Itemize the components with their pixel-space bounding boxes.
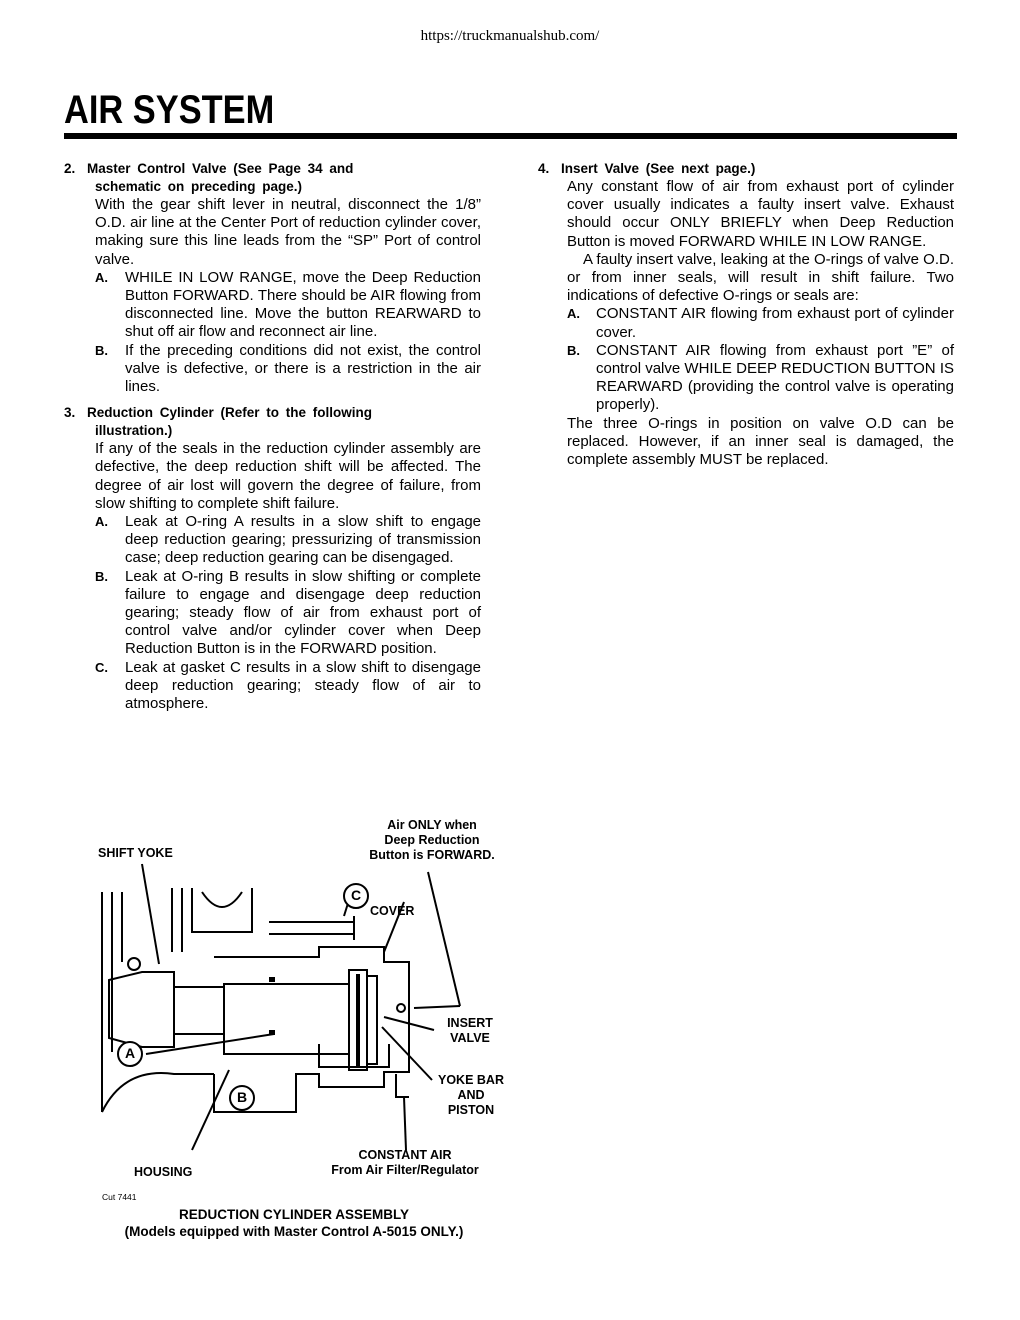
callout-b: B bbox=[236, 1089, 248, 1105]
insert-valve-label: INSERT VALVE bbox=[447, 1016, 493, 1045]
section-4-heading: 4. Insert Valve (See next page.) bbox=[538, 161, 756, 176]
section-2-body: With the gear shift lever in neutral, disconnect the 1/8” O.D. air line at the Center Port of reduction cylinder cover, making sure this line leads from the “SP” Port of control valve. bbox=[95, 196, 481, 268]
section-3-item-c bbox=[64, 659, 481, 714]
section-3-item-a bbox=[64, 513, 481, 568]
cover-label: COVER bbox=[370, 904, 415, 918]
section-3-body: If any of the seals in the reduction cylinder assembly are defective, the deep reduction shift will be affected. The degree of air lost will govern the degree of failure, from slow shifting to complete shift failure. bbox=[95, 440, 481, 512]
callout-a: A bbox=[124, 1045, 136, 1061]
callout-c: C bbox=[350, 887, 362, 903]
item-text: CONSTANT AIR flowing from exhaust port of cylinder cover. bbox=[596, 305, 954, 341]
item-label: B. bbox=[95, 568, 108, 584]
item-text: Leak at O-ring A results in a slow shift to engage deep reduction gearing; pressurizing of transmission case; deep reduction gearing can be disengaged. bbox=[125, 513, 481, 567]
item-text: Leak at gasket C results in a slow shift to disengage deep reduction gearing; steady flow of air to atmosphere. bbox=[125, 658, 481, 713]
section-3-heading: 3. Reduction Cylinder (Refer to the following bbox=[64, 405, 372, 421]
item-label: A. bbox=[567, 306, 580, 322]
cut-number: Cut 7441 bbox=[102, 1192, 137, 1202]
constant-air-label: CONSTANT AIR From Air Filter/Regulator bbox=[331, 1148, 479, 1177]
yoke-bar-piston-label: YOKE BAR AND PISTON bbox=[438, 1073, 504, 1117]
title-rule bbox=[64, 133, 957, 139]
section-4-body-3: The three O-rings in position on valve O.D can be replaced. However, if an inner seal is damaged, the complete assembly MUST be replaced. bbox=[567, 414, 954, 469]
item-label: B. bbox=[95, 342, 108, 358]
item-text: Leak at O-ring B results in slow shifting or complete failure to engage and disengage deep reduction gearing; steady flow of air from exhaust port of control valve and/or cylinder cover when Deep Reduction Button is in the FORWARD position. bbox=[125, 567, 481, 658]
item-text: WHILE IN LOW RANGE, move the Deep Reduction Button FORWARD. There should be AIR flowing from disconnected line. Move the button REARWARD to shut off air flow and reconnect air line. bbox=[125, 268, 481, 341]
shift-yoke-label: SHIFT YOKE bbox=[98, 846, 173, 860]
section-2-item-a bbox=[64, 269, 481, 342]
section-3-item-b bbox=[64, 568, 481, 659]
housing-label: HOUSING bbox=[134, 1165, 193, 1179]
section-number: 2. bbox=[64, 161, 76, 176]
air-only-label: Air ONLY when Deep Reduction Button is FORWARD. bbox=[369, 818, 495, 862]
item-text: CONSTANT AIR flowing from exhaust port ”E” of control valve WHILE DEEP REDUCTION BUTTON IS REARWARD (providing the control valve is operating properly). bbox=[596, 341, 954, 414]
right-column bbox=[538, 160, 954, 469]
section-2-heading-cont: schematic on preceding page.) bbox=[95, 179, 303, 194]
section-2-item-b bbox=[64, 342, 481, 397]
section-3-heading-cont: illustration.) bbox=[95, 423, 173, 439]
section-number: 4. bbox=[538, 161, 550, 176]
section-2-heading: 2. Master Control Valve (See Page 34 and bbox=[64, 161, 354, 176]
item-label: B. bbox=[567, 342, 580, 358]
reduction-cylinder-drawing bbox=[64, 812, 524, 1202]
section-4-item-a bbox=[538, 305, 954, 341]
left-column bbox=[64, 160, 481, 713]
item-label: C. bbox=[95, 659, 108, 675]
section-number: 3. bbox=[64, 405, 76, 421]
item-label: A. bbox=[95, 514, 108, 530]
section-4-body-1: Any constant flow of air from exhaust port of cylinder cover usually indicates a faulty insert valve. Exhaust should occur ONLY BRIEFLY when Deep Reduction Button is moved FORWARD WHILE IN LOW RANGE. bbox=[567, 178, 954, 250]
figure-caption: REDUCTION CYLINDER ASSEMBLY (Models equipped with Master Control A-5015 ONLY.) bbox=[124, 1207, 464, 1239]
reduction-cylinder-figure bbox=[64, 812, 524, 1202]
section-4-body-2: A faulty insert valve, leaking at the O-rings of valve O.D. or from inner seals, will result in shift failure. Two indications of defective O-rings or seals are: bbox=[567, 250, 955, 305]
section-4-item-b bbox=[538, 342, 954, 415]
item-text: If the preceding conditions did not exist, the control valve is defective, or there is a restriction in the air lines. bbox=[125, 341, 481, 396]
source-url[interactable]: https://truckmanualshub.com/ bbox=[420, 28, 600, 44]
item-label: A. bbox=[95, 269, 108, 285]
page-title: AIR SYSTEM bbox=[64, 88, 275, 132]
